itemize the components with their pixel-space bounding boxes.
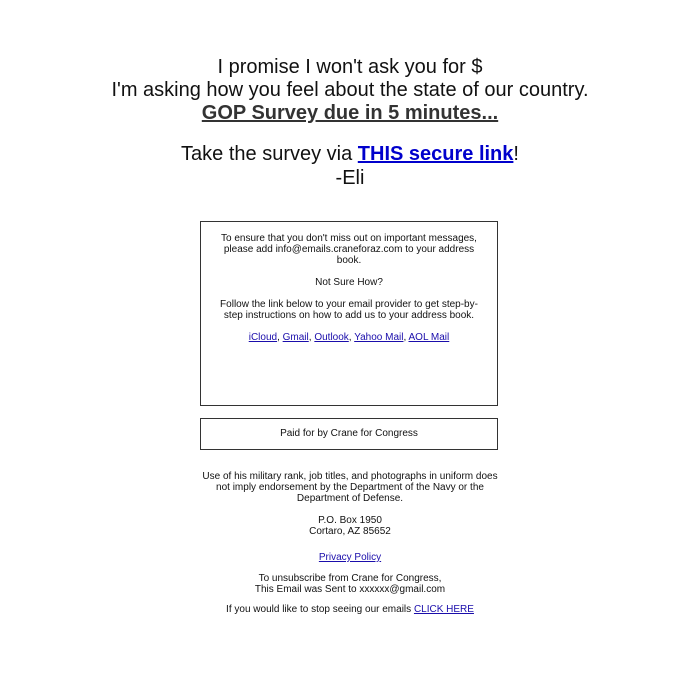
paid-for-box xyxy=(200,418,498,450)
provider-link-gmail[interactable]: Gmail xyxy=(282,332,309,343)
address-book-instructions: Follow the link below to your email provider to get step-by-step instructions on how to add us to your address book. xyxy=(220,299,478,321)
provider-link-outlook[interactable]: Outlook xyxy=(314,332,349,343)
provider-separator: , xyxy=(308,332,315,343)
signature: -Eli xyxy=(335,167,365,189)
headline-promise: I promise I won't ask you for $ xyxy=(217,56,483,78)
take-survey-line xyxy=(0,143,700,166)
provider-separator: , xyxy=(277,332,283,343)
provider-links xyxy=(215,332,483,343)
mailing-address-line1: P.O. Box 1950 xyxy=(318,515,382,526)
paid-for-text: Paid for by Crane for Congress xyxy=(280,428,418,439)
provider-link-yahoo-mail[interactable]: Yahoo Mail xyxy=(354,332,404,343)
headline xyxy=(0,56,700,125)
address-book-box xyxy=(200,221,498,406)
footer xyxy=(200,471,500,615)
survey-due-link[interactable]: GOP Survey due in 5 minutes... xyxy=(201,102,499,124)
headline-asking: I'm asking how you feel about the state of our country. xyxy=(111,79,589,101)
not-sure-how: Not Sure How? xyxy=(315,277,383,288)
stop-emails-text: If you would like to stop seeing our emails xyxy=(226,604,414,615)
take-survey-suffix: ! xyxy=(513,143,519,165)
click-here-link[interactable]: CLICK HERE xyxy=(413,604,474,615)
military-disclaimer: Use of his military rank, job titles, and photographs in uniform does not imply endorsement by the Department of the Navy or the Department of Defense. xyxy=(202,471,498,504)
unsubscribe-line1: To unsubscribe from Crane for Congress, xyxy=(258,573,442,584)
privacy-policy-link[interactable]: Privacy Policy xyxy=(318,552,382,563)
unsubscribe-line2: This Email was Sent to xxxxxx@gmail.com xyxy=(254,584,446,595)
provider-link-aol-mail[interactable]: AOL Mail xyxy=(408,332,450,343)
provider-separator: , xyxy=(403,332,409,343)
address-book-intro: To ensure that you don't miss out on important messages, please add info@emails.craneforaz.com to your address book. xyxy=(221,233,477,266)
secure-survey-link[interactable]: THIS secure link xyxy=(357,143,514,165)
provider-link-icloud[interactable]: iCloud xyxy=(248,332,278,343)
take-survey-prefix: Take the survey via xyxy=(181,143,358,165)
stop-emails-line xyxy=(200,604,500,615)
provider-separator: , xyxy=(348,332,355,343)
mailing-address-line2: Cortaro, AZ 85652 xyxy=(309,526,391,537)
